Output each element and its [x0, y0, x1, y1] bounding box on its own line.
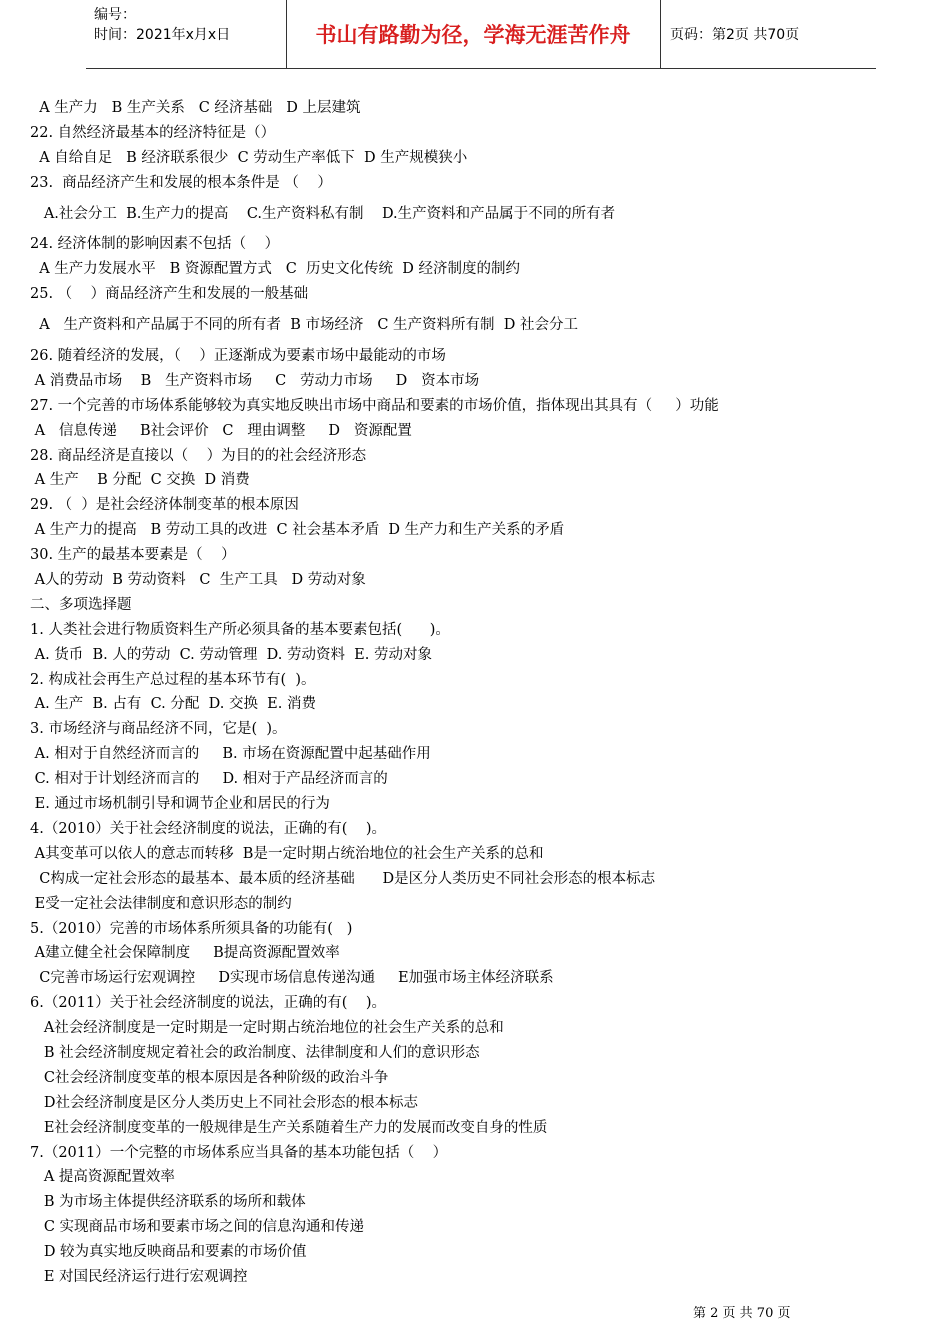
text-line: 22. 自然经济最基本的经济特征是（） — [30, 124, 276, 141]
text-line: 4.（2010）关于社会经济制度的说法，正确的有( )。 — [30, 820, 386, 837]
text-line: A 生产力发展水平 B 资源配置方式 C 历史文化传统 D 经济制度的制约 — [30, 261, 520, 278]
text-line: 24. 经济体制的影响因素不包括（ ） — [30, 236, 280, 253]
text-line: A. 货币 B. 人的劳动 C. 劳动管理 D. 劳动资料 E. 劳动对象 — [30, 646, 432, 663]
text-line: 5.（2010）完善的市场体系所须具备的功能有( ) — [30, 920, 353, 937]
document-number-label: 编号： — [94, 7, 136, 23]
text-line: C 实现商品市场和要素市场之间的信息沟通和传递 — [30, 1219, 365, 1236]
text-line: A社会经济制度是一定时期是一定时期占统治地位的社会生产关系的总和 — [30, 1020, 504, 1037]
text-line: A 信息传递 B社会评价 C 理由调整 D 资源配置 — [30, 422, 412, 439]
text-line: B 为市场主体提供经济联系的场所和载体 — [30, 1194, 306, 1211]
text-line: 30. 生产的最基本要素是（ ） — [30, 547, 236, 564]
text-line: 二、多项选择题 — [30, 596, 132, 613]
question-list — [30, 96, 910, 1290]
text-line: A人的劳动 B 劳动资料 C 生产工具 D 劳动对象 — [30, 572, 366, 589]
text-line: C完善市场运行宏观调控 D实现市场信息传递沟通 E加强市场主体经济联系 — [30, 970, 554, 987]
text-line: 7.（2011）一个完整的市场体系应当具备的基本功能包括（ ） — [30, 1144, 448, 1161]
text-line: A. 相对于自然经济而言的 B. 市场在资源配置中起基础作用 — [30, 746, 431, 763]
page-footer: 第 2 页 共 70 页 — [693, 1306, 791, 1321]
text-line: A 生产力 B 生产关系 C 经济基础 D 上层建筑 — [30, 100, 361, 116]
text-line: 2. 构成社会再生产总过程的基本环节有( )。 — [30, 671, 316, 688]
text-line: 27. 一个完善的市场体系能够较为真实地反映出市场中商品和要素的市场价值，指体现出其具有（ ）功能 — [30, 397, 719, 414]
text-line: A 生产 B 分配 C 交换 D 消费 — [30, 472, 250, 489]
text-line: 28. 商品经济是直接以（ ）为目的的社会经济形态 — [30, 447, 367, 464]
text-line: 23. 商品经济产生和发展的根本条件是 （ ） — [30, 174, 332, 191]
text-line: 6.（2011）关于社会经济制度的说法，正确的有( )。 — [30, 995, 386, 1012]
text-line: E 对国民经济运行进行宏观调控 — [30, 1268, 248, 1285]
document-date-label: 时间：2021年x月x日 — [94, 27, 231, 43]
text-line: D社会经济制度是区分人类历史上不同社会形态的根本标志 — [30, 1094, 418, 1111]
text-line: C. 相对于计划经济而言的 D. 相对于产品经济而言的 — [30, 771, 388, 788]
text-line: A 生产资料和产品属于不同的所有者 B 市场经济 C 生产资料所有制 D 社会分工 — [30, 317, 578, 334]
text-line: C社会经济制度变革的根本原因是各种阶级的政治斗争 — [30, 1069, 389, 1086]
text-line: A其变革可以依人的意志而转移 B是一定时期占统治地位的社会生产关系的总和 — [30, 845, 544, 862]
header-info-cell — [86, 0, 287, 68]
text-line: A 生产力的提高 B 劳动工具的改进 C 社会基本矛盾 D 生产力和生产关系的矛盾 — [30, 522, 565, 539]
text-line: 1. 人类社会进行物质资料生产所必须具备的基本要素包括( )。 — [30, 621, 450, 638]
text-line: A. 生产 B. 占有 C. 分配 D. 交换 E. 消费 — [30, 696, 316, 713]
text-line: D 较为真实地反映商品和要素的市场价值 — [30, 1244, 307, 1261]
text-line: E受一定社会法律制度和意识形态的制约 — [30, 895, 292, 912]
text-line: A 消费品市场 B 生产资料市场 C 劳动力市场 D 资本市场 — [30, 372, 480, 389]
text-line: 29. （ ）是社会经济体制变革的根本原因 — [30, 497, 299, 514]
text-line: A.社会分工 B.生产力的提高 C.生产资料私有制 D.生产资料和产品属于不同的所有者 — [30, 205, 616, 222]
text-line: C构成一定社会形态的最基本、最本质的经济基础 D是区分人类历史不同社会形态的根本标志 — [30, 870, 656, 887]
text-line: E. 通过市场机制引导和调节企业和居民的行为 — [30, 796, 330, 813]
text-line: 25. （ ）商品经济产生和发展的一般基础 — [30, 286, 309, 303]
text-line: 26. 随着经济的发展，（ ）正逐渐成为要素市场中最能动的市场 — [30, 348, 446, 365]
header-page-number: 页码：第2页 共70页 — [670, 27, 800, 43]
text-line: B 社会经济制度规定着社会的政治制度、法律制度和人们的意识形态 — [30, 1044, 480, 1061]
text-line: 3. 市场经济与商品经济不同，它是( )。 — [30, 721, 287, 738]
text-line: E社会经济制度变革的一般规律是生产关系随着生产力的发展而改变自身的性质 — [30, 1119, 548, 1136]
header-motto: 书山有路勤为径，学海无涯苦作舟 — [286, 0, 661, 68]
text-line: A 提高资源配置效率 — [30, 1169, 175, 1186]
text-line: A建立健全社会保障制度 B提高资源配置效率 — [30, 945, 340, 962]
text-line: A 自给自足 B 经济联系很少 C 劳动生产率低下 D 生产规模狭小 — [30, 149, 468, 166]
page-header — [86, 0, 876, 69]
